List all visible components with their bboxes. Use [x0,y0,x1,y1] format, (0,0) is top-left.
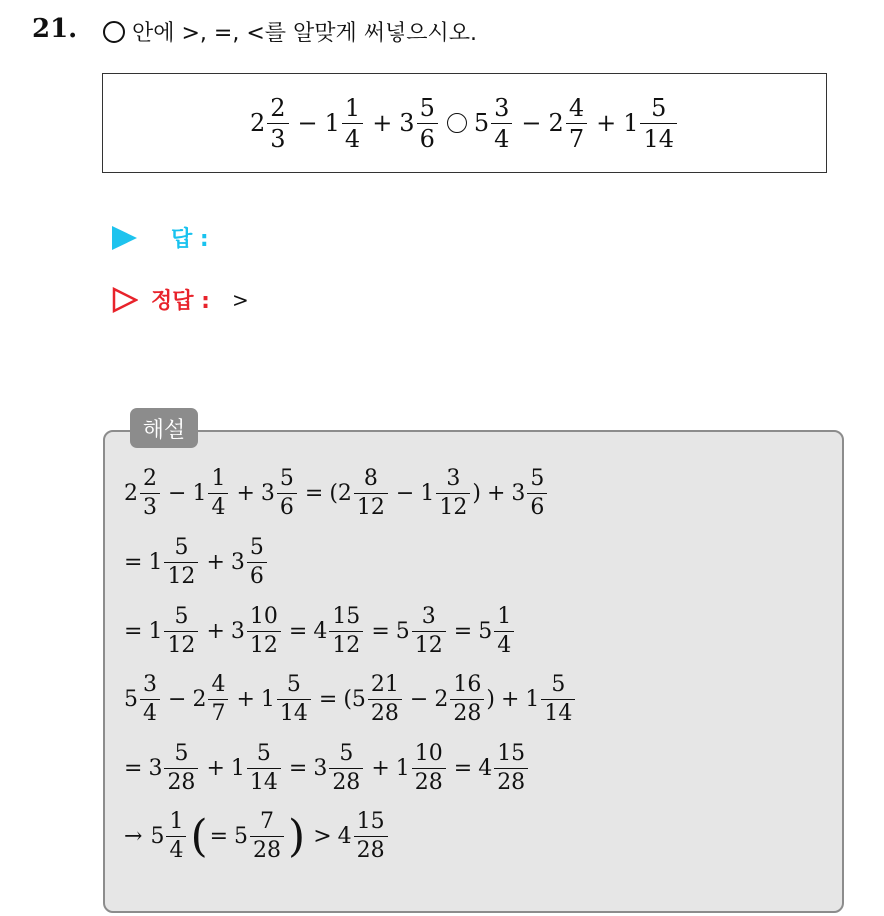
mixed-number [473,93,515,153]
fraction [417,93,438,153]
denominator: 14 [640,123,677,151]
whole-part: 1 [324,109,340,137]
correct-answer-value: > [231,287,249,312]
operator: − [297,109,318,137]
operator: − [521,109,542,137]
answer-input[interactable] [219,225,419,251]
question-number: 21. [32,14,78,44]
outline-triangle-icon [112,287,138,313]
operator: + [372,109,393,137]
fraction [491,93,512,153]
correct-answer-row [112,284,249,315]
fraction [640,93,677,153]
solution-line-6: → 5 $\frac{1}{4}$ ( = 5 $\frac{7}{28}$ ) > 4 $\frac{15}{28}$ [124,811,390,862]
numerator: 2 [270,93,286,122]
mixed-number [548,93,590,153]
solution-tag: 해설 [130,408,198,448]
denominator: 4 [342,123,363,151]
fraction [342,93,363,153]
numerator: 4 [568,93,585,122]
solution-line-5: = 3 $\frac{5}{28}$ + 1 $\frac{5}{14}$ = 3 $\frac{5}{28}$ + 1 $\frac{10}{28}$ = 4 $\frac{15}{28}$ [124,743,530,794]
whole-part: 1 [623,109,639,137]
operator: + [596,109,617,137]
problem-expression [103,74,826,172]
solution-line-2: = 1 $\frac{5}{12}$ + 3 $\frac{5}{6}$ [124,537,269,588]
fraction [566,93,587,153]
numerator: 5 [419,93,435,122]
denominator: 4 [491,123,512,151]
numerator: 3 [494,93,510,122]
comparison-circle-icon[interactable] [447,113,467,133]
answer-label: 답 : [171,227,209,252]
numerator: 1 [344,93,361,122]
denominator: 7 [566,123,587,151]
solution-line-3: = 1 $\frac{5}{12}$ + 3 $\frac{10}{12}$ = 4 $\frac{15}{12}$ = 5 $\frac{3}{12}$ = 5 $\frac{1}{4}$ [124,606,516,657]
fraction [267,93,288,153]
numerator: 5 [651,93,667,122]
whole-part: 3 [399,109,415,137]
answer-row [112,222,419,253]
solution-line-1: 2 $\frac{2}{3}$ − 1 $\frac{1}{4}$ + 3 $\frac{5}{6}$ = (2 $\frac{8}{12}$ − 1 $\frac{3}{12}$ ) + 3 $\frac{5}{6}$ [124,468,549,519]
mixed-number [399,93,440,153]
question-text-row [103,16,477,47]
denominator: 6 [417,123,438,151]
correct-answer-label: 정답 : [151,289,210,314]
whole-part: 5 [473,109,490,137]
question-text: 안에 >, =, <를 알맞게 써넣으시오. [132,21,478,46]
mixed-number [249,93,291,153]
denominator: 3 [267,123,288,151]
mixed-number [324,93,366,153]
whole-part: 2 [249,109,266,137]
play-triangle-icon [112,226,137,250]
solution-line-4: 5 $\frac{3}{4}$ − 2 $\frac{4}{7}$ + 1 $\frac{5}{14}$ = (5 $\frac{21}{28}$ − 2 $\frac{16}{28}$ ) + 1 $\frac{5}{14}$ [124,674,577,725]
whole-part: 2 [548,109,564,137]
circle-blank-icon [103,21,125,43]
mixed-number [623,93,679,153]
problem-box [102,73,827,173]
